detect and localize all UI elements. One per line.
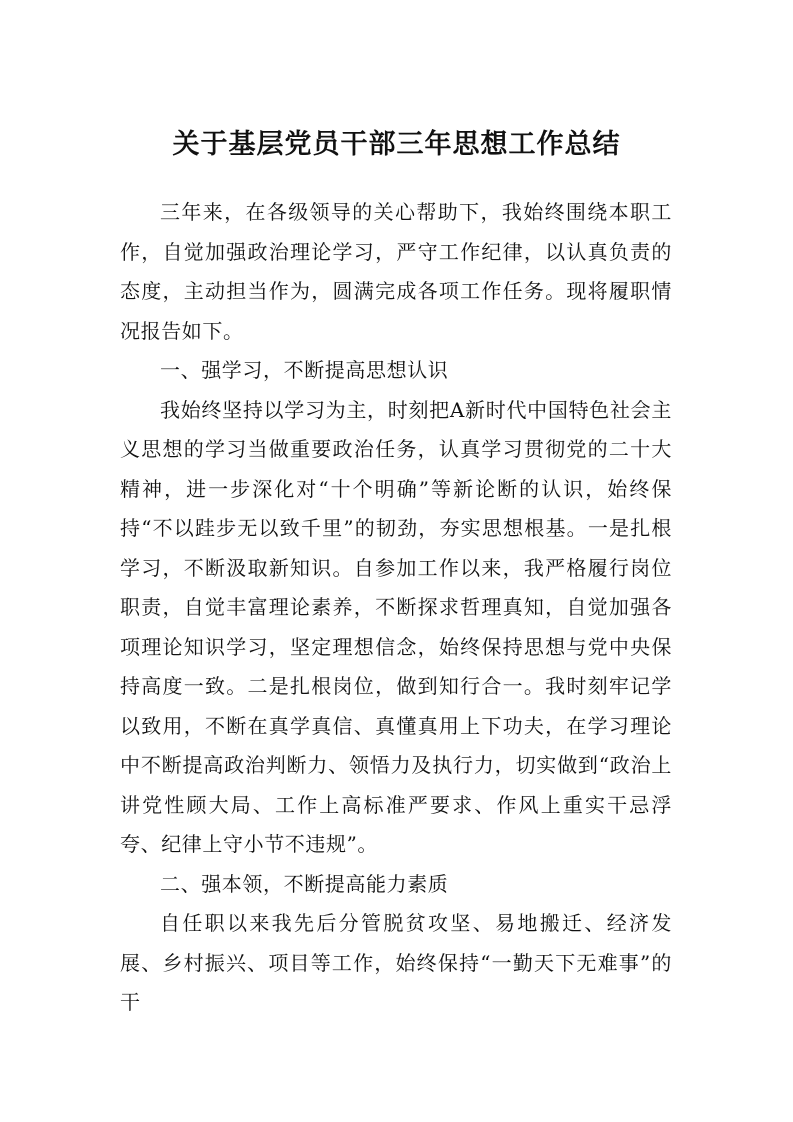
- intro-paragraph: 三年来，在各级领导的关心帮助下，我始终围绕本职工作，自觉加强政治理论学习，严守工作纪律，以认真负责的态度，主动担当作为，圆满完成各项工作任务。现将履职情况报告如下。: [120, 200, 672, 343]
- document-body: [120, 193, 672, 1023]
- section-heading-1: 一、强学习，不断提高思想认识: [160, 358, 449, 382]
- section-heading-2: 二、强本领，不断提高能力素质: [160, 871, 449, 896]
- document-title: 关于基层党员干部三年思想工作总结: [172, 129, 621, 160]
- section-2-paragraph: 自任职以来我先后分管脱贫攻坚、易地搬迁、经济发展、乡村振兴、项目等工作，始终保持“一勤天下无难事”的干: [120, 911, 672, 1014]
- section-1-paragraph: 我始终坚持以学习为主，时刻把A新时代中国特色社会主义思想的学习当做重要政治任务，认真学习贯彻党的二十大精神，进一步深化对“十个明确”等新论断的认识，始终保持“不以跬步无以致千里”的韧劲，夯实思想根基。一是扎根学习，不断汲取新知识。自参加工作以来，我严格履行岗位职责，自觉丰富理论素养，不断探求哲理真知，自觉加强各项理论知识学习，坚定理想信念，始终保持思想与党中央保持高度一致。二是扎根岗位，做到知行合一。我时刻牢记学以致用，不断在真学真信、真懂真用上下功夫，在学习理论中不断提高政治判断力、领悟力及执行力，切实做到“政治上讲党性顾大局、工作上高标准严要求、作风上重实干忌浮夸、纪律上守小节不违规”。: [120, 397, 672, 856]
